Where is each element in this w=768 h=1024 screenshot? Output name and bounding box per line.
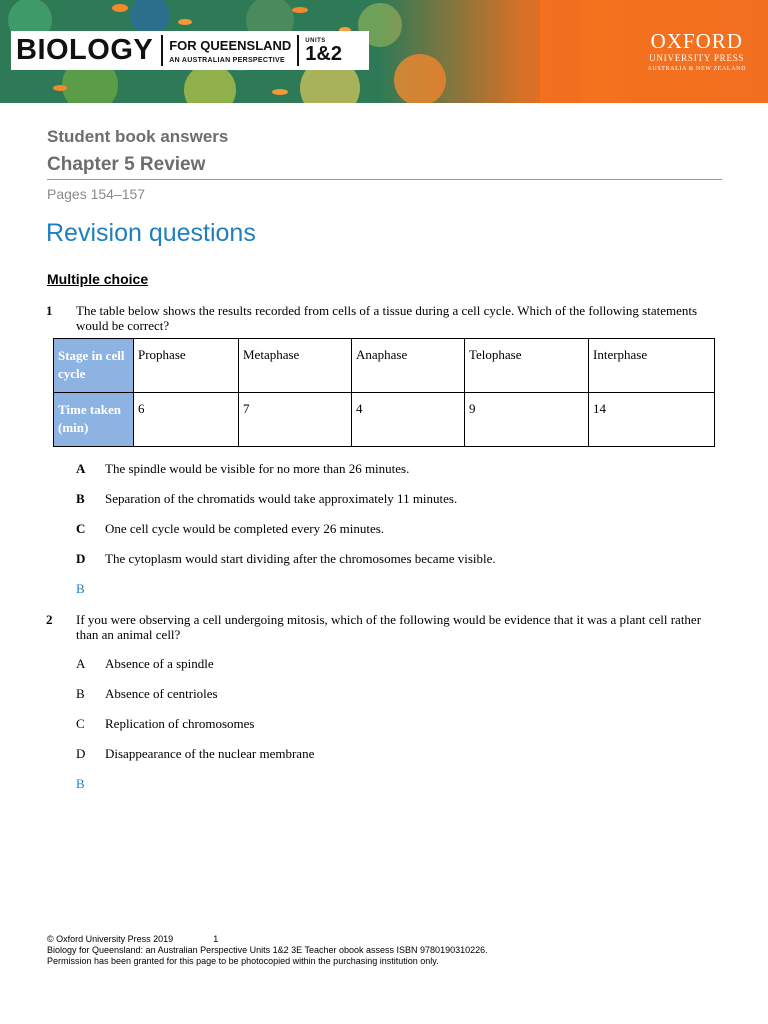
publisher-region: AUSTRALIA & NEW ZEALAND (647, 66, 746, 72)
logo-units-label: UNITS (305, 37, 326, 44)
page-title: Revision questions (46, 219, 256, 247)
option-letter: C (76, 716, 85, 731)
table-cell: Prophase (134, 339, 239, 393)
book-citation: Biology for Queensland: an Australian Perspective Units 1&2 3E Teacher obook assess ISBN 9780190310226. (47, 945, 488, 955)
table-cell: Anaphase (352, 339, 465, 393)
table-cell: Metaphase (239, 339, 352, 393)
question-number: 2 (46, 612, 53, 627)
table-cell: 7 (239, 393, 352, 447)
book-logo (11, 31, 369, 70)
question-text: The table below shows the results recorded from cells of a tissue during a cell cycle. Which of the following statements would be correct? (76, 303, 698, 333)
page-number: 1 (213, 934, 219, 944)
table-cell: Telophase (465, 339, 589, 393)
option-text: The cytoplasm would start dividing after the chromosomes became visible. (105, 551, 496, 566)
table-cell: 9 (465, 393, 589, 447)
banner-fade (380, 0, 580, 103)
logo-perspective: AN AUSTRALIAN PERSPECTIVE (169, 56, 285, 64)
option-text: Replication of chromosomes (105, 716, 255, 731)
section-subtitle: Multiple choice (47, 271, 149, 287)
option-text: Absence of a spindle (105, 656, 214, 671)
copyright-text: © Oxford University Press 2019 (47, 934, 174, 944)
publisher-press: UNIVERSITY PRESS (649, 53, 745, 63)
option-text: Disappearance of the nuclear membrane (105, 746, 315, 761)
publisher-name: OXFORD (650, 29, 743, 53)
table-row (54, 393, 715, 447)
table-row (54, 339, 715, 393)
section-label: Student book answers (47, 127, 229, 146)
logo-word: BIOLOGY (16, 34, 154, 66)
answer-text: B (76, 581, 85, 596)
publisher-logo (647, 30, 746, 72)
row-header: Time taken (min) (54, 393, 134, 447)
row-header: Stage in cell cycle (54, 339, 134, 393)
table-cell: 6 (134, 393, 239, 447)
option-letter: B (76, 686, 85, 701)
permission-notice: Permission has been granted for this page to be photocopied within the purchasing institution only. (47, 956, 439, 966)
question-text: If you were observing a cell undergoing mitosis, which of the following would be evidence that it was a plant cell rather than an animal cell? (76, 612, 702, 642)
footer-line (47, 934, 488, 945)
table-cell: 4 (352, 393, 465, 447)
logo-units-number: 1&2 (305, 42, 342, 65)
header-banner (0, 0, 768, 103)
table-cell: 14 (589, 393, 715, 447)
logo-subtitle (163, 31, 297, 70)
question-number: 1 (46, 303, 53, 318)
option-letter: A (76, 461, 86, 476)
option-text: Separation of the chromatids would take approximately 11 minutes. (105, 491, 458, 506)
option-letter: C (76, 521, 86, 536)
heading-divider (47, 179, 722, 180)
option-letter: D (76, 551, 86, 566)
chapter-title: Chapter 5 Review (47, 154, 206, 175)
option-text: The spindle would be visible for no more than 26 minutes. (105, 461, 410, 476)
option-letter: D (76, 746, 86, 761)
logo-for-queensland: FOR QUEENSLAND (169, 37, 292, 53)
logo-units (299, 31, 348, 70)
option-letter: B (76, 491, 85, 506)
option-text: One cell cycle would be completed every 26 minutes. (105, 521, 385, 536)
answer-text: B (76, 776, 85, 791)
page-range: Pages 154–157 (47, 186, 146, 202)
cell-cycle-table (53, 338, 715, 447)
table-cell: Interphase (589, 339, 715, 393)
option-letter: A (76, 656, 86, 671)
option-text: Absence of centrioles (105, 686, 218, 701)
page-footer (47, 934, 488, 967)
